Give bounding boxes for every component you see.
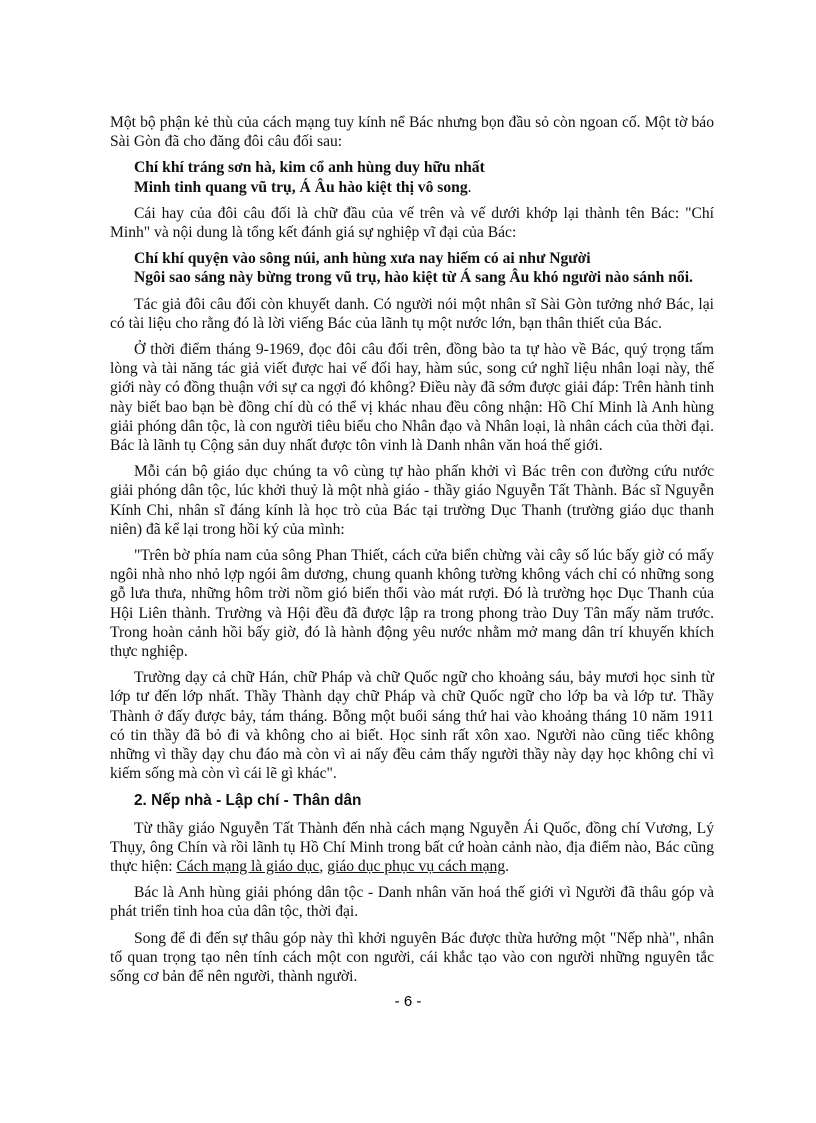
paragraph-memoir-2: Trường dạy cả chữ Hán, chữ Pháp và chữ Quốc ngữ cho khoảng sáu, bảy mươi học sinh từ lớp tư đến lớp nhất. Thầy Thành dạy chữ Pháp và chữ Quốc ngữ cho lớp ba và lớp tư. Thầy Thành ở đấy được bảy, tám tháng. Bỗng một buổi sáng thứ hai vào khoảng tháng 10 năm 1911 có tin thầy đã bỏ đi và không cho ai biết. Học sinh rất xôn xao. Người nào cũng tiếc không những vì thầy dạy chu đáo mà còn vì ai nấy đều cảm thấy người thầy này dạy học không chỉ vì kiếm sống mà còn vì cái lẽ gì khác".	[110, 669, 714, 783]
document-body	[110, 113, 714, 993]
paragraph-nep-nha: Song để đi đến sự thâu góp này thì khởi nguyên Bác được thừa hưởng một "Nếp nhà", nhân tố quan trọng tạo nên tính cách một con người, cái khắc tạo vào con người những nguyên tắc sống cơ bản để nên người, thành người.	[110, 929, 714, 985]
couplet-original-line-2-text: Minh tinh quang vũ trụ, Á Âu hào kiệt thị vô song	[134, 178, 468, 196]
underlined-phrase-1: Cách mạng là giáo dục	[176, 857, 320, 875]
paragraph-teacher: Mỗi cán bộ giáo dục chúng ta vô cùng tự hào phấn khởi vì Bác trên con đường cứu nước giải phóng dân tộc, lúc khởi thuỷ là một nhà giáo - thầy giáo Nguyễn Tất Thành. Bác sĩ Nguyễn Kính Chi, nhân sĩ đáng kính là học trò của Bác tại trường Dục Thanh (trường giáo dục thanh niên) đã kể lại trong hồi ký của mình:	[110, 463, 714, 538]
separator: ,	[319, 857, 328, 875]
paragraph-1969: Ở thời điểm tháng 9-1969, đọc đôi câu đối trên, đồng bào ta tự hào về Bác, quý trọng tấm lòng và tài năng tác giả viết được hai vế đối hay, hàm súc, song cứ nghĩ liệu nhân loại này, thế giới này có đồng thuận với sự ca ngợi đó không? Điều này đã sớm được giải đáp: Trên hành tinh này biết bao bạn bè đồng chí dù có thể vị khác nhau đều công nhận: Hồ Chí Minh là Anh hùng giải phóng dân tộc, là con người tiêu biểu cho Nhân đạo và Nhân loại, là nhân cách của thời đại. Bác là lãnh tụ Cộng sản duy nhất được tôn vinh là Danh nhân văn hoá thế giới.	[110, 341, 714, 455]
paragraph-revolution-education	[110, 819, 714, 877]
couplet-original-line-2	[134, 178, 714, 197]
paragraph-intro: Một bộ phận kẻ thù của cách mạng tuy kính nể Bác nhưng bọn đầu sỏ còn ngoan cố. Một tờ báo Sài Gòn đã cho đăng đôi câu đối sau:	[110, 114, 714, 151]
couplet-translation	[134, 249, 714, 287]
page-number: - 6 -	[394, 993, 422, 1010]
couplet-original-line-2-period: .	[467, 178, 472, 196]
couplet-original-line-1: Chí khí tráng sơn hà, kim cổ anh hùng duy hữu nhất	[134, 159, 485, 177]
couplet-original	[134, 158, 714, 196]
period: .	[505, 857, 510, 875]
paragraph-couplet-explanation: Cái hay của đôi câu đối là chữ đầu của vế trên và vế dưới khớp lại thành tên Bác: "Chí Minh" và nội dung là tổng kết đánh giá sự nghiệp vĩ đại của Bác:	[110, 204, 714, 242]
couplet-translation-line-2: Ngôi sao sáng này bừng trong vũ trụ, hào kiệt từ Á sang Âu khó người nào sánh nổi.	[134, 269, 693, 287]
section-heading: 2. Nếp nhà - Lập chí - Thân dân	[134, 791, 362, 809]
paragraph-memoir-1: "Trên bờ phía nam của sông Phan Thiết, cách cửa biển chừng vài cây số lúc bấy giờ có mấy ngôi nhà nho nhỏ lợp ngói âm dương, chung quanh không tường không vách chỉ có những song gỗ lưa thưa, những hôm trời nồm gió biển thổi vào mát rượi. Đó là trường học Dục Thanh của Hội Liên thành. Trường và Hội đều đã được lập ra trong phong trào Duy Tân mấy năm trước. Trong hoàn cảnh hồi bấy giờ, đó là hành động yêu nước nhằm mở mang dân trí khuyến khích thực nghiệp.	[110, 547, 714, 661]
paragraph-revolution-text: Từ thầy giáo Nguyễn Tất Thành đến nhà cách mạng Nguyễn Ái Quốc, đồng chí Vương, Lý Thụy, ông Chín và rồi lãnh tụ Hồ Chí Minh trong bất cứ hoàn cảnh nào, địa điểm nào, Bác cũng thực hiện:	[110, 819, 714, 875]
paragraph-author: Tác giả đôi câu đối còn khuyết danh. Có người nói một nhân sĩ Sài Gòn tưởng nhớ Bác, lại có tài liệu cho rằng đó là lời viếng Bác của lãnh tụ một nước lớn, bạn thân thiết của Bác.	[110, 295, 714, 332]
paragraph-hero: Bác là Anh hùng giải phóng dân tộc - Danh nhân văn hoá thế giới vì Người đã thâu góp và phát triển tinh hoa của dân tộc, thời đại.	[110, 884, 714, 921]
underlined-phrase-2: giáo dục phục vụ cách mạng	[327, 857, 506, 875]
couplet-translation-line-1: Chí khí quyện vào sông núi, anh hùng xưa nay hiếm có ai như Người	[134, 250, 591, 268]
